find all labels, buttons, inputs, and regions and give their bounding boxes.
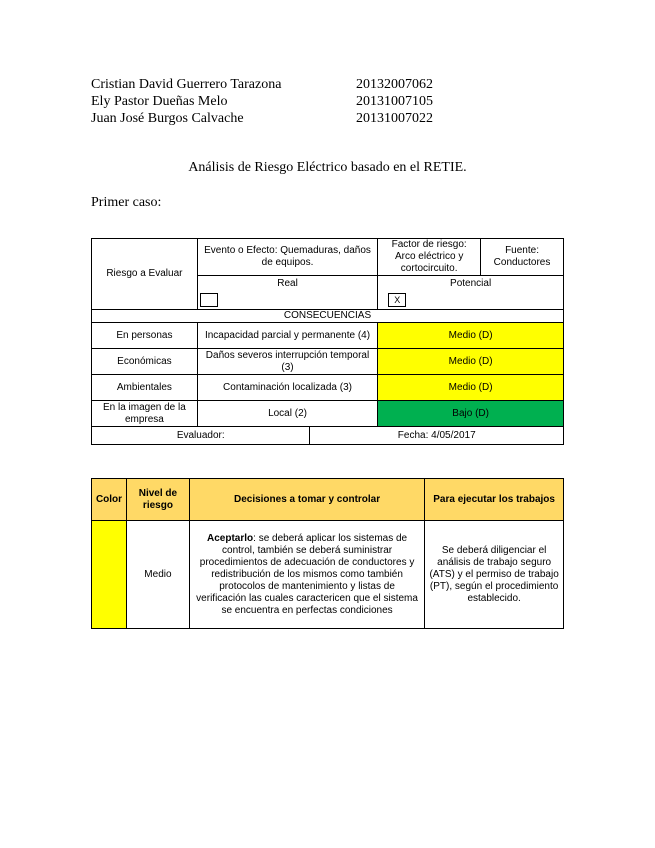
risk-label: Riesgo a Evaluar: [92, 239, 198, 310]
event-cell: Evento o Efecto: Quemaduras, daños de equipos.: [197, 239, 377, 276]
consequences-header: CONSECUENCIAS: [92, 310, 564, 323]
decision-text: : se deberá aplicar los sistemas de control, también se deberá suministrar procedimientos de adecuación de conductores y redistribución de los mismos como también protocolos de mantenimiento y listas de verificación las cuales caractericen que el sistema se encuentra en perfectas condiciones: [196, 532, 418, 616]
consequence-category: Ambientales: [92, 375, 198, 401]
author-name: Cristian David Guerrero Tarazona: [91, 77, 282, 92]
author-row: [91, 93, 491, 110]
author-id: 20131007105: [356, 94, 433, 109]
risk-level-cell: Medio (D): [378, 375, 564, 401]
author-row: [91, 76, 491, 93]
author-name: Juan José Burgos Calvache: [91, 111, 244, 126]
potential-checkbox[interactable]: X: [388, 293, 406, 307]
consequence-category: En la imagen de la empresa: [92, 401, 198, 427]
risk-level-cell: Medio (D): [378, 323, 564, 349]
risk-level-cell: Medio (D): [378, 349, 564, 375]
consequence-row: [92, 401, 564, 427]
consequence-category: En personas: [92, 323, 198, 349]
risk-level-cell: Bajo (D): [378, 401, 564, 427]
document-title: Análisis de Riesgo Eléctrico basado en el RETIE.: [188, 160, 467, 175]
consequence-description: Contaminación localizada (3): [197, 375, 377, 401]
real-checkbox[interactable]: [200, 293, 218, 307]
author-row: [91, 110, 491, 127]
decision-cell: [189, 521, 424, 629]
consequence-row: [92, 349, 564, 375]
decision-row: [92, 521, 564, 629]
date-cell: Fecha: 4/05/2017: [310, 427, 564, 445]
potential-label: Potencial: [450, 278, 492, 289]
author-id: 20131007022: [356, 111, 433, 126]
potential-cell: [378, 276, 564, 310]
author-id: 20132007062: [356, 77, 433, 92]
risk-evaluation-table: [91, 238, 564, 445]
header-decisions: Decisiones a tomar y controlar: [189, 479, 424, 521]
header-execute: Para ejecutar los trabajos: [425, 479, 564, 521]
consequence-description: Daños severos interrupción temporal (3): [197, 349, 377, 375]
level-cell: Medio: [126, 521, 189, 629]
author-list: [91, 76, 491, 127]
consequence-description: Local (2): [197, 401, 377, 427]
decision-keyword: Aceptarlo: [207, 532, 254, 544]
author-name: Ely Pastor Dueñas Melo: [91, 94, 228, 109]
evaluator-cell: Evaluador:: [92, 427, 310, 445]
execute-cell: Se deberá diligenciar el análisis de trabajo seguro (ATS) y el permiso de trabajo (PT), según el procedimiento establecido.: [425, 521, 564, 629]
real-cell: [197, 276, 377, 310]
header-level: Nivel de riesgo: [126, 479, 189, 521]
real-label: Real: [277, 278, 298, 289]
consequence-description: Incapacidad parcial y permanente (4): [197, 323, 377, 349]
header-color: Color: [92, 479, 127, 521]
factor-cell: Factor de riesgo: Arco eléctrico y cortocircuito.: [378, 239, 481, 276]
color-swatch: [92, 521, 127, 629]
consequence-row: [92, 375, 564, 401]
decision-table: [91, 478, 564, 629]
consequence-row: [92, 323, 564, 349]
consequence-category: Económicas: [92, 349, 198, 375]
source-cell: Fuente: Conductores: [481, 239, 564, 276]
case-label: Primer caso:: [91, 195, 162, 210]
